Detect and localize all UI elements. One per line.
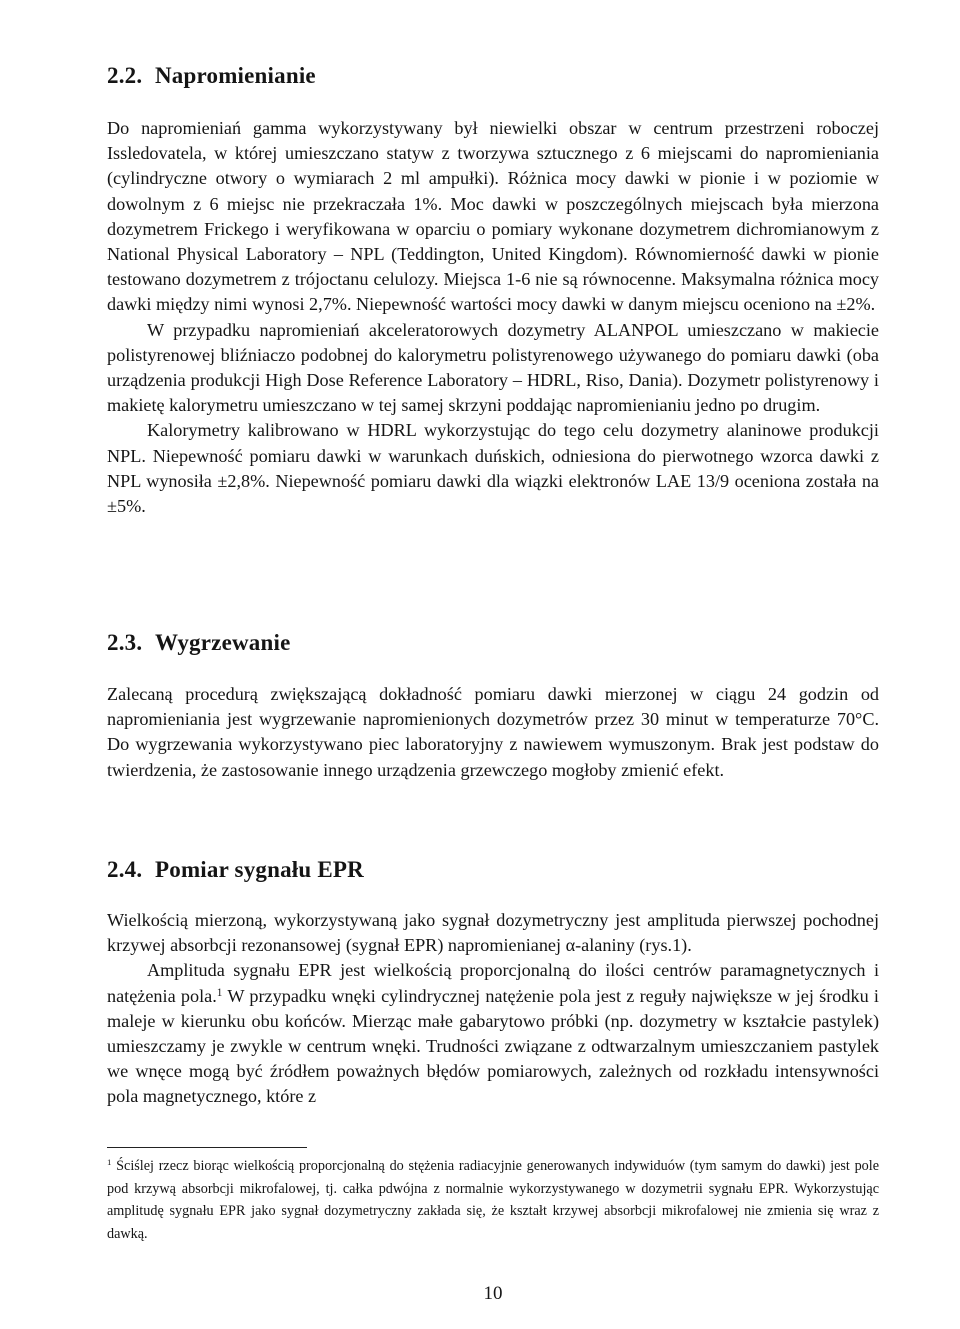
section-number: 2.4. [107,857,143,882]
paragraph: W przypadku napromieniań akceleratorowych dozymetry ALANPOL umieszczano w makiecie polistyrenowej bliźniaczo podobnej do kalorymetru polistyrenowego używanego do pomiaru dawki (oba urządzenia produkcji High Dose Reference Laboratory – HDRL, Riso, Dania). Dozymetr polistyrenowy i makietę kalorymetru umieszczano w tej samej skrzyni poddając napromienianiu jedno po drugim. [107,319,879,416]
paragraph-text: Amplituda sygnału EPR jest wielkością proporcjonalną do ilości centrów paramagnetycznych i natężenia pola. [107,960,879,1006]
paragraph-text: W przypadku wnęki cylindrycznej natężenie pola jest z reguły największe w jej środku i maleje w kierunku obu końców. Mierząc małe gabarytowo próbki (np. dozymetry w kształcie pastylek) umieszczamy je zwykle w centrum wnęki. Trudności związane z odtwarzalnym umieszczaniem pastylek we wnęce mogą być źródłem poważnych błędów pomiarowych, zależnych od rozkładu intensywności pola magnetycznego, które z [107,985,879,1107]
section-title: Wygrzewanie [155,630,291,655]
section-title: Pomiar sygnału EPR [155,857,364,882]
section-heading [107,62,879,90]
paragraph [107,958,879,1109]
section-number: 2.2. [107,63,143,88]
footnote-text: Ściślej rzecz biorąc wielkością proporcjonalną do stężenia radiacyjnie generowanych indywiduów (tym samym do dawki) jest pole pod krzywą absorbcji mikrofalowej, tj. całka pdwójna z normalnie wykorzystywanego w dozymetrii sygnału EPR. Wykorzystując amplitudę sygnału EPR jako sygnał dozymetryczny zakłada się, że kształt krzywej absorbcji mikrofalowej nie zmienia się wraz z dawką. [107,1158,879,1242]
section-pomiar-sygnalu-epr [107,856,879,1110]
page-number: 10 [483,1283,503,1304]
paragraph: Do napromieniań gamma wykorzystywany był niewielki obszar w centrum przestrzeni roboczej Issledovatela, w której umieszczano statyw z tworzywa sztucznego z 6 miejscami do napromieniania (cylindryczne otwory o wymiarach 2 ml ampułki). Różnica mocy dawki w pionie i w poziomie w dowolnym z 6 miejsc nie przekraczała 1%. Moc dawki w poszczególnych miejscach była mierzona dozymetrem Frickego i weryfikowana w oparciu o pomiary wykonane dozymetrem dichromianowym z National Physical Laboratory – NPL (Teddington, United Kingdom). Równomierność dawki w pionie testowano dozymetrem z trójoctanu celulozy. Miejsca 1-6 nie są równocenne. Maksymalna różnica mocy dawki między nimi wynosi 2,7%. Niepewność wartości mocy dawki w danym miejscu oceniono na ±2%. [107,118,879,315]
section-title: Napromienianie [155,63,316,88]
footnote [107,1155,879,1245]
section-number: 2.3. [107,630,143,655]
section-heading [107,629,879,657]
footnote-marker: 1 [107,1157,112,1168]
section-heading [107,856,879,884]
footnote-reference[interactable]: 1 [216,986,223,999]
section-napromienianie [107,62,879,519]
paragraph: Zalecaną procedurą zwiększającą dokładność pomiaru dawki mierzonej w ciągu 24 godzin od napromieniania jest wygrzewanie napromienionych dozymetrów przez 30 minut w temperaturze 70°C. Do wygrzewania wykorzystywano piec laboratoryjny z nawiewem wymuszonym. Brak jest podstaw do twierdzenia, że zastosowanie innego urządzenia grzewczego mogłoby zmienić efekt. [107,684,879,780]
paragraph: Kalorymetry kalibrowano w HDRL wykorzystując do tego celu dozymetry alaninowe produkcji NPL. Niepewność pomiaru dawki w warunkach duńskich, odniesiona do pierwotnego wzorca dawki z NPL wynosiła ±2,8%. Niepewność pomiaru dawki dla wiązki elektronów LAE 13/9 oceniona została na ±5%. [107,420,879,517]
paragraph: Wielkością mierzoną, wykorzystywaną jako sygnał dozymetryczny jest amplituda pierwszej pochodnej krzywej absorbcji rezonansowej (sygnał EPR) napromienianej α-alaniny (rys.1). [107,910,879,956]
section-wygrzewanie [107,629,879,783]
footnote-divider [107,1147,307,1148]
